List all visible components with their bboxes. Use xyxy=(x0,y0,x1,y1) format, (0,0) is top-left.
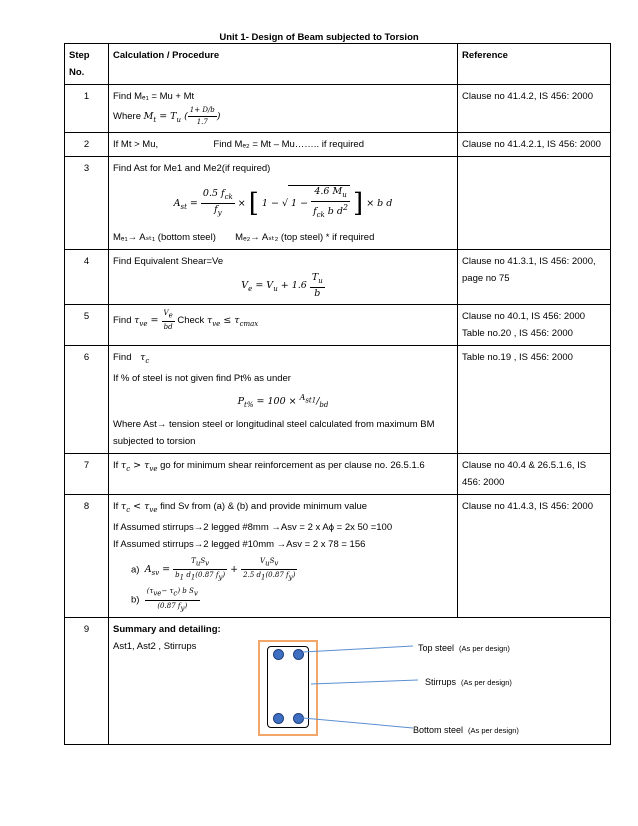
calc-line: Find Ast for Me1 and Me2(if required) xyxy=(113,162,271,174)
calc-cell xyxy=(109,304,458,345)
calc-line xyxy=(113,349,453,370)
calc-cell xyxy=(109,249,458,304)
calc-line xyxy=(113,556,453,584)
stirrups-label: Stirrups (As per design) xyxy=(425,677,512,688)
stirrups-arrow xyxy=(311,680,418,684)
calc-line: If Assumed stirrups→2 legged #10mm →Asv = 2 x 78 = 156 xyxy=(113,538,366,550)
calc-text: If Mt > Mu, xyxy=(113,138,159,150)
calc-cell xyxy=(109,156,458,249)
document-title: Unit 1- Design of Beam subjected to Torsion xyxy=(219,32,419,43)
calc-cell xyxy=(109,345,458,453)
formula-tve: $\tau_{ve}$ = $\frac{Ve}{bd}$ xyxy=(134,308,173,332)
calc-line: If Assumed stirrups→2 legged #8mm →Asv = 2 x Aϕ = 2x 50 =100 xyxy=(113,521,393,533)
ref-line: Clause no 40.1, IS 456: 2000 xyxy=(462,310,586,322)
table-row xyxy=(65,85,611,133)
calc-text: Find xyxy=(113,351,135,363)
calc-text: Where xyxy=(113,111,144,122)
calc-text: Ast1, Ast2 , Stirrups xyxy=(113,641,197,653)
table-row xyxy=(65,156,611,249)
formula-check: $\tau_{ve} \le \tau_{cmax}$ xyxy=(206,314,259,328)
ref-cell: Clause no 41.4.2.1, IS 456: 2000 xyxy=(458,132,611,156)
table-row xyxy=(65,132,611,156)
calc-line: Find Equivalent Shear=Ve xyxy=(113,255,224,267)
table-row xyxy=(65,453,611,494)
calc-text: If xyxy=(113,500,121,512)
calc-text: go for minimum shear reinforcement as per clause no. 26.5.1.6 xyxy=(160,459,425,471)
header-step: Step No. xyxy=(65,44,109,85)
step-number: 1 xyxy=(65,85,109,133)
step-number: 2 xyxy=(65,132,109,156)
ref-cell: Table no.19 , IS 456: 2000 xyxy=(458,345,611,453)
formula-ast: $A_{st}$ = $\frac{0.5 f_{ck}}{f_y}$ × [ 1 − √ 1 − $\frac{4.6 M_u}{f_{ck} b d^2}$ ] × b d xyxy=(173,185,393,219)
calc-text: Mₑ₂→ Aₛₜ₂ (top steel) * if required xyxy=(235,231,375,243)
formula-b: $\frac{\text{(τve− τc) b Sv}}{(0.87 fy)}$ xyxy=(146,587,198,613)
formula-mt: $M_t = T_u$ ( $\frac{1+ D/b}{1.7}$ ) xyxy=(143,106,221,126)
formula-tc: $\tau_c$ xyxy=(134,351,150,365)
beam-section-diagram xyxy=(113,638,606,738)
table-row xyxy=(65,304,611,345)
ref-cell: Clause no 41.4.3, IS 456: 2000 xyxy=(458,494,611,617)
step-number: 5 xyxy=(65,304,109,345)
calc-text: a) xyxy=(131,563,140,575)
calc-line xyxy=(113,105,453,129)
leader-lines xyxy=(113,638,638,738)
calc-text: Mₑ₁→ Aₛₜ₁ (bottom steel) xyxy=(113,231,216,243)
calc-cell xyxy=(109,132,458,156)
calc-text: b) xyxy=(131,594,140,606)
formula-tc-lt: $\tau_c < \tau_{ve}$ xyxy=(120,500,158,514)
ref-cell: Clause no 41.3.1, IS 456: 2000, page no 75 xyxy=(458,249,611,304)
ref-cell: Clause no 40.4 & 26.5.1.6, IS 456: 2000 xyxy=(458,453,611,494)
design-procedure-table xyxy=(64,43,611,745)
calc-cell xyxy=(109,453,458,494)
table-row xyxy=(65,618,611,745)
calc-line xyxy=(113,498,453,519)
ref-cell xyxy=(458,156,611,249)
calc-text: find Sv from (a) & (b) and provide minimum value xyxy=(160,500,368,512)
calc-line xyxy=(113,586,453,614)
calc-line: If % of steel is not given find Pt% as under xyxy=(113,372,291,384)
calc-text: Find Mₑ₂ = Mt – Mu…….. if required xyxy=(213,138,364,150)
formula-ve: $V_e = V_u + 1.6$ $\frac{T_u}{b}$ xyxy=(241,271,323,299)
table-header-row xyxy=(65,44,611,85)
table-row xyxy=(65,249,611,304)
top-steel-arrow xyxy=(303,646,413,652)
formula-tc-gt: $\tau_c > \tau_{ve}$ xyxy=(120,459,158,473)
ref-line: Table no.20 , IS 456: 2000 xyxy=(462,327,573,339)
calc-text: Find xyxy=(113,314,135,326)
top-steel-label: Top steel (As per design) xyxy=(418,643,510,654)
table-row xyxy=(65,494,611,617)
ref-cell: Clause no 41.4.2, IS 456: 2000 xyxy=(458,85,611,133)
calc-cell xyxy=(109,494,458,617)
formula-pt: $P_{t\%} = 100 \times ^{Ast1}/_{bd}$ xyxy=(237,392,329,409)
calc-cell xyxy=(109,618,611,745)
ref-cell xyxy=(458,304,611,345)
bottom-steel-arrow xyxy=(303,718,413,728)
step-number: 4 xyxy=(65,249,109,304)
calc-text: Check xyxy=(177,314,207,326)
bottom-steel-label: Bottom steel (As per design) xyxy=(413,725,519,736)
step-number: 8 xyxy=(65,494,109,617)
calc-line: Find Mₑ₁ = Mu + Mt xyxy=(113,91,195,102)
step-number: 3 xyxy=(65,156,109,249)
calc-line: Summary and detailing: xyxy=(113,624,221,636)
calc-text: If xyxy=(113,459,121,471)
calc-cell xyxy=(109,85,458,133)
calc-line: Where Ast→ tension steel or longitudinal steel calculated from maximum BM subjected to torsion xyxy=(113,418,435,447)
header-calc: Calculation / Procedure xyxy=(109,44,458,85)
formula-asv: $A_{sv}$ = $\frac{\text{TuSv}}{b1 d1(0.87 fy)}$ + $\frac{\text{VuSv}}{2.5 d1(0.87 fy)}$ xyxy=(144,556,296,582)
table-row xyxy=(65,345,611,453)
header-ref: Reference xyxy=(458,44,611,85)
step-number: 6 xyxy=(65,345,109,453)
calc-line xyxy=(113,229,453,246)
step-number: 9 xyxy=(65,618,109,745)
step-number: 7 xyxy=(65,453,109,494)
